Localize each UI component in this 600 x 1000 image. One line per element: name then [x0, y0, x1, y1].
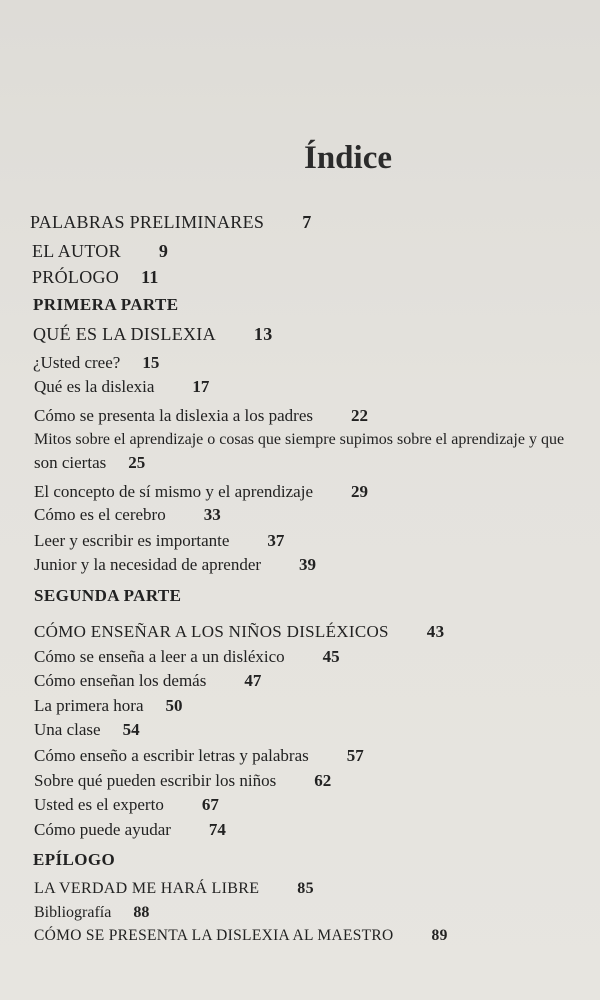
toc-entry — [34, 720, 140, 740]
toc-entry — [34, 482, 368, 502]
toc-entry-page: 7 — [302, 212, 312, 232]
toc-entry-page: 74 — [208, 820, 226, 839]
toc-entry — [34, 555, 316, 575]
toc-entry-label: Qué es la dislexia — [34, 377, 155, 396]
toc-entry-label: Cómo enseñan los demás — [34, 671, 207, 690]
toc-entry-label: Sobre qué pueden escribir los niños — [34, 771, 277, 790]
toc-entry-label: Bibliografía — [34, 904, 112, 921]
section-heading-label: PRIMERA PARTE — [33, 295, 179, 314]
toc-entry-page: 85 — [297, 880, 314, 897]
toc-entry-page: 11 — [141, 267, 159, 287]
toc-entry-label: Cómo se enseña a leer a un disléxico — [34, 647, 285, 666]
toc-entry-label: EL AUTOR — [32, 241, 121, 261]
toc-entry — [34, 671, 261, 691]
toc-entry-label: Una clase — [34, 720, 101, 739]
toc-entry-page: 67 — [201, 795, 219, 814]
toc-entry-label: PRÓLOGO — [32, 267, 120, 287]
section-heading-label: SEGUNDA PARTE — [34, 586, 182, 605]
toc-entry-page: 13 — [253, 324, 273, 344]
toc-entry-label: El concepto de sí mismo y el aprendizaje — [34, 482, 313, 501]
toc-entry — [34, 746, 364, 766]
toc-entry-label: Cómo es el cerebro — [34, 505, 166, 524]
toc-entry-label: Mitos sobre el aprendizaje o cosas que siempre supimos sobre el aprendizaje y que — [34, 431, 565, 448]
toc-entry-page: 47 — [244, 671, 262, 690]
toc-entry-label: Leer y escribir es importante — [34, 531, 230, 550]
toc-entry — [33, 324, 273, 344]
toc-entry-page: 15 — [142, 353, 160, 372]
toc-entry-label: Cómo puede ayudar — [34, 820, 171, 839]
toc-entry-label: ¿Usted cree? — [33, 353, 121, 372]
toc-entry-page: 88 — [133, 904, 150, 921]
toc-entry-page: 54 — [122, 720, 140, 739]
toc-entry — [34, 505, 221, 525]
toc-entry-page: 17 — [192, 377, 210, 396]
page-title: Índice — [303, 140, 392, 176]
toc-entry-label: QUÉ ES LA DISLEXIA — [33, 324, 216, 344]
toc-entry — [34, 377, 209, 397]
toc-entry-page: 62 — [314, 771, 332, 790]
toc-entry-page: 57 — [346, 746, 364, 765]
toc-entry-label: son ciertas — [34, 453, 107, 472]
toc-entry-page: 50 — [165, 696, 183, 715]
toc-entry-label: Junior y la necesidad de aprender — [34, 555, 262, 574]
toc-entry-label: CÓMO SE PRESENTA LA DISLEXIA AL MAESTRO — [34, 927, 394, 944]
toc-entry-page: 25 — [128, 453, 146, 472]
toc-entry — [34, 531, 284, 551]
toc-entry — [34, 647, 340, 667]
toc-entry-page: 39 — [299, 555, 317, 574]
section-heading — [34, 586, 181, 606]
toc-entry-page: 22 — [351, 406, 369, 425]
toc-entry-page: 37 — [267, 531, 285, 550]
toc-entry-page: 9 — [158, 241, 169, 261]
toc-entry-label: La primera hora — [34, 696, 144, 715]
toc-entry — [34, 903, 149, 923]
toc-entry-page: 29 — [351, 482, 368, 501]
toc-entry-page: 43 — [426, 622, 445, 641]
toc-entry-label: PALABRAS PRELIMINARES — [30, 212, 265, 232]
toc-entry-page: 89 — [431, 927, 448, 944]
toc-entry-label: LA VERDAD ME HARÁ LIBRE — [34, 880, 260, 897]
toc-entry-label: Cómo se presenta la dislexia a los padres — [34, 406, 314, 425]
toc-entry — [34, 879, 314, 899]
toc-entry — [32, 267, 159, 287]
toc-entry — [34, 696, 183, 716]
toc-entry — [34, 430, 564, 450]
section-heading — [33, 295, 178, 315]
toc-entry-page: 45 — [322, 647, 340, 666]
toc-entry-label: Usted es el experto — [34, 795, 164, 814]
toc-entry-page: 33 — [203, 505, 221, 524]
toc-entry — [34, 622, 444, 642]
toc-entry — [34, 820, 226, 840]
toc-entry — [34, 926, 448, 946]
section-heading-label: EPÍLOGO — [33, 850, 116, 869]
toc-entry — [32, 241, 168, 261]
toc-entry — [34, 795, 219, 815]
toc-entry — [34, 406, 368, 426]
toc-entry — [34, 453, 145, 473]
toc-entry — [34, 771, 331, 791]
toc-entry — [30, 212, 312, 232]
section-heading — [33, 850, 115, 870]
toc-entry-label: CÓMO ENSEÑAR A LOS NIÑOS DISLÉXICOS — [34, 622, 389, 641]
toc-entry — [33, 353, 159, 373]
toc-entry-label: Cómo enseño a escribir letras y palabras — [34, 746, 309, 765]
